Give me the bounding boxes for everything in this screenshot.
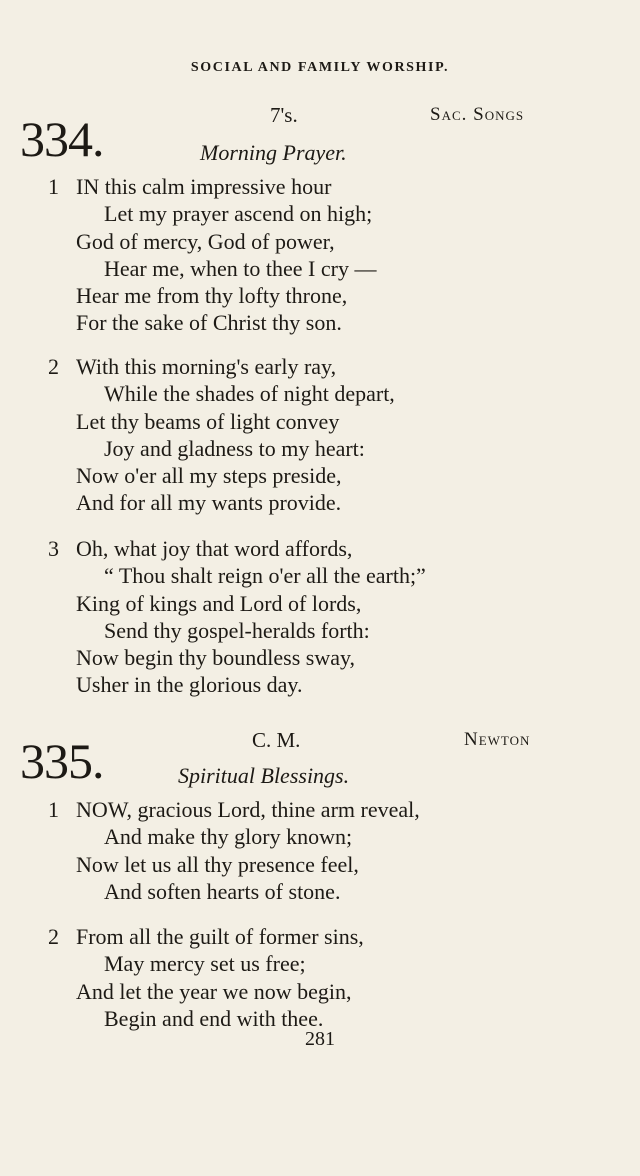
running-header: SOCIAL AND FAMILY WORSHIP.: [190, 60, 450, 75]
hymn-number: 334.: [20, 111, 104, 167]
hymn-tune: Sac. Songs: [430, 104, 525, 125]
hymn-title: Morning Prayer.: [200, 140, 347, 165]
hymn-number: 335.: [20, 733, 104, 789]
stanza-number: 1: [48, 797, 59, 822]
hymn-tune: Newton: [464, 729, 531, 750]
stanza-number: 2: [48, 354, 59, 379]
stanza-number: 2: [48, 924, 59, 949]
hymn-meter: C. M.: [252, 728, 301, 752]
hymn-title: Spiritual Blessings.: [178, 763, 350, 788]
page-number: 281: [305, 1028, 335, 1050]
hymn-meter: 7's.: [270, 103, 298, 127]
hymnal-page: SOCIAL AND FAMILY WORSHIP. 334. 7's. Sac. Songs Morning Prayer. 1 IN this calm impressive hour Let my prayer ascend on high; God of mercy, God of power, Hear me, when to thee I cry — Hear me from thy lofty throne, For the sake of Christ thy son. 2 With this morning's early ray, While the shades of night depart, Let thy beams of light convey Joy and gladness to my heart: Now o'er all my steps preside, And for all my wants provide. 3 Oh, what joy that word affords, “ Thou shalt reign o'er all the earth;” King of kings and Lord of lords, Send thy gospel-heralds forth: Now begin thy boundless sway, Usher in the glorious day. 335. C. M. Newton Spiritual Blessings. 1 NOW, gracious Lord, thine arm reveal, And make thy glory known; Now let us all thy presence feel, And soften hearts of stone. 2 From all the guilt of former sins, May mercy set us free; And let the year we now begin, Begin and end with thee. 281: [0, 0, 640, 1176]
stanza-number: 3: [48, 536, 59, 561]
stanza-number: 1: [48, 174, 59, 199]
